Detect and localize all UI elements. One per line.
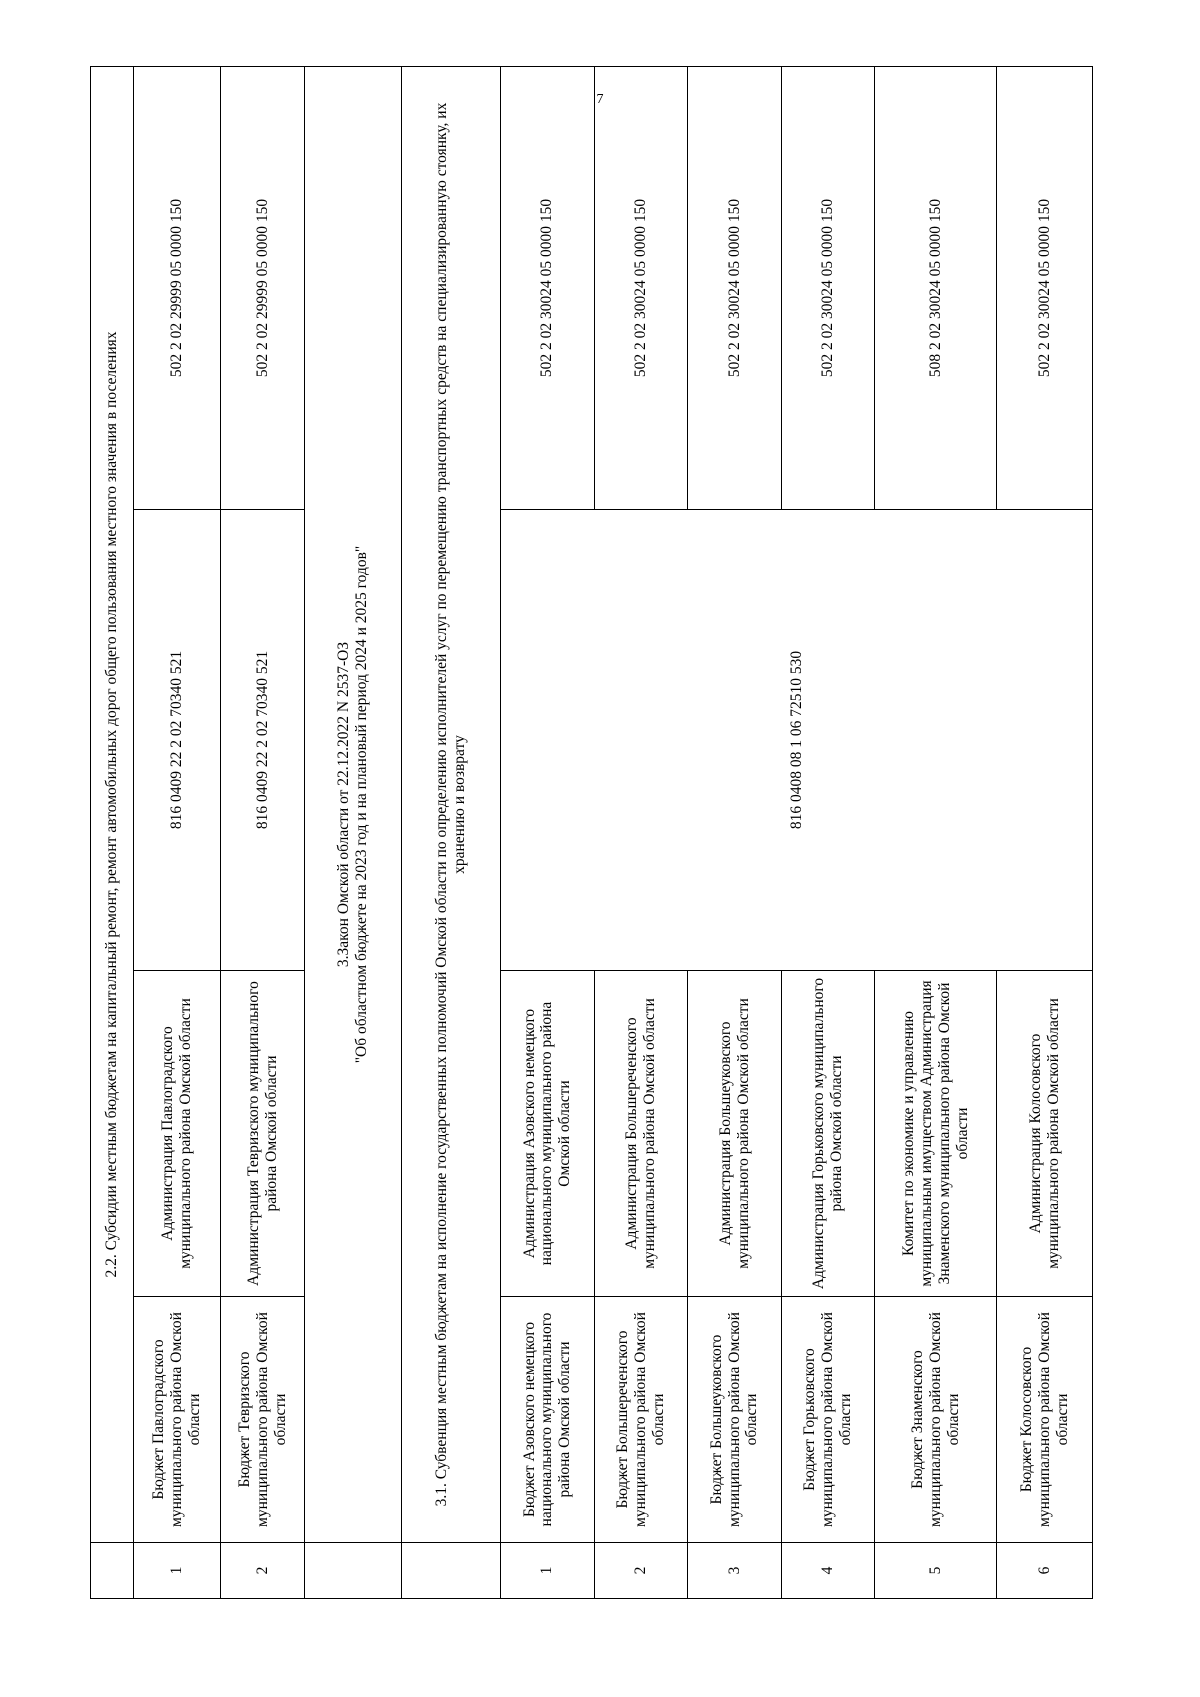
- empty-num-cell: [402, 1543, 501, 1599]
- administrator-name: Администрация Азовского немецкого национального муниципального района Омской области: [500, 971, 594, 1297]
- empty-num-cell: [91, 1543, 134, 1599]
- expense-code: 816 0409 22 2 02 70340 521: [221, 510, 305, 971]
- section-3-1-title: 3.1. Субвенция местным бюджетам на исполнение государственных полномочий Омской области по определению исполнителей услуг по перемещению транспортных средств на специализированную стоянку, их хранению и возврату: [402, 67, 501, 1543]
- law-row: [305, 67, 402, 1599]
- row-number: 3: [688, 1543, 782, 1599]
- law-line-1: 3.Закон Омской области от 22.12.2022 N 2537-ОЗ: [335, 641, 353, 968]
- revenue-code: 502 2 02 30024 05 0000 150: [688, 67, 782, 510]
- law-title: [305, 67, 402, 1543]
- law-line-2: "Об областном бюджете на 2023 год и на плановый период 2024 и 2025 годов": [353, 545, 371, 1064]
- row-number: 1: [133, 1543, 220, 1599]
- section-3-1-heading-row: [402, 67, 501, 1599]
- revenue-code: 502 2 02 30024 05 0000 150: [500, 67, 594, 510]
- section-2-2-title: 2.2. Субсидии местным бюджетам на капитальный ремонт, ремонт автомобильных дорог общего пользования местного значения в поселениях: [91, 67, 134, 1543]
- row-number: 2: [594, 1543, 688, 1599]
- administrator-name: Администрация Павлоградского муниципального района Омской области: [133, 971, 220, 1297]
- revenue-code: 502 2 02 29999 05 0000 150: [133, 67, 220, 510]
- shared-expense-code: 816 0408 08 1 06 72510 530: [500, 510, 1092, 971]
- administrator-name: Администрация Колосовского муниципального района Омской области: [997, 971, 1093, 1297]
- table-row: [133, 67, 220, 1599]
- budget-name: Бюджет Азовского немецкого национального муниципального района Омской области: [500, 1297, 594, 1543]
- administrator-name: Администрация Горьковского муниципального района Омской области: [781, 971, 875, 1297]
- row-number: 5: [875, 1543, 997, 1599]
- administrator-name: Администрация Большеуковского муниципального района Омской области: [688, 971, 782, 1297]
- budget-name: Бюджет Павлоградского муниципального района Омской области: [133, 1297, 220, 1543]
- revenue-code: 502 2 02 30024 05 0000 150: [594, 67, 688, 510]
- empty-num-cell: [305, 1543, 402, 1599]
- administrator-name: Комитет по экономике и управлению муниципальным имуществом Администрация Знаменского муниципального района Омской области: [875, 971, 997, 1297]
- table-row: [500, 67, 594, 1599]
- budget-name: Бюджет Большереченского муниципального района Омской области: [594, 1297, 688, 1543]
- budget-table: [90, 66, 1093, 1599]
- budget-name: Бюджет Большеуковского муниципального района Омской области: [688, 1297, 782, 1543]
- expense-code: 816 0409 22 2 02 70340 521: [133, 510, 220, 971]
- revenue-code: 502 2 02 29999 05 0000 150: [221, 67, 305, 510]
- row-number: 1: [500, 1543, 594, 1599]
- administrator-name: Администрация Тевризского муниципального района Омской области: [221, 971, 305, 1297]
- row-number: 2: [221, 1543, 305, 1599]
- section-2-2-heading-row: [91, 67, 134, 1599]
- rotated-table-page: [90, 67, 1093, 1599]
- revenue-code: 502 2 02 30024 05 0000 150: [781, 67, 875, 510]
- table-row: [221, 67, 305, 1599]
- revenue-code: 508 2 02 30024 05 0000 150: [875, 67, 997, 510]
- row-number: 6: [997, 1543, 1093, 1599]
- row-number: 4: [781, 1543, 875, 1599]
- administrator-name: Администрация Большереченского муниципального района Омской области: [594, 971, 688, 1297]
- page-number: 7: [596, 92, 604, 107]
- budget-name: Бюджет Колосовского муниципального района Омской области: [997, 1297, 1093, 1543]
- budget-name: Бюджет Тевризского муниципального района Омской области: [221, 1297, 305, 1543]
- budget-name: Бюджет Горьковского муниципального района Омской области: [781, 1297, 875, 1543]
- revenue-code: 502 2 02 30024 05 0000 150: [997, 67, 1093, 510]
- budget-name: Бюджет Знаменского муниципального района Омской области: [875, 1297, 997, 1543]
